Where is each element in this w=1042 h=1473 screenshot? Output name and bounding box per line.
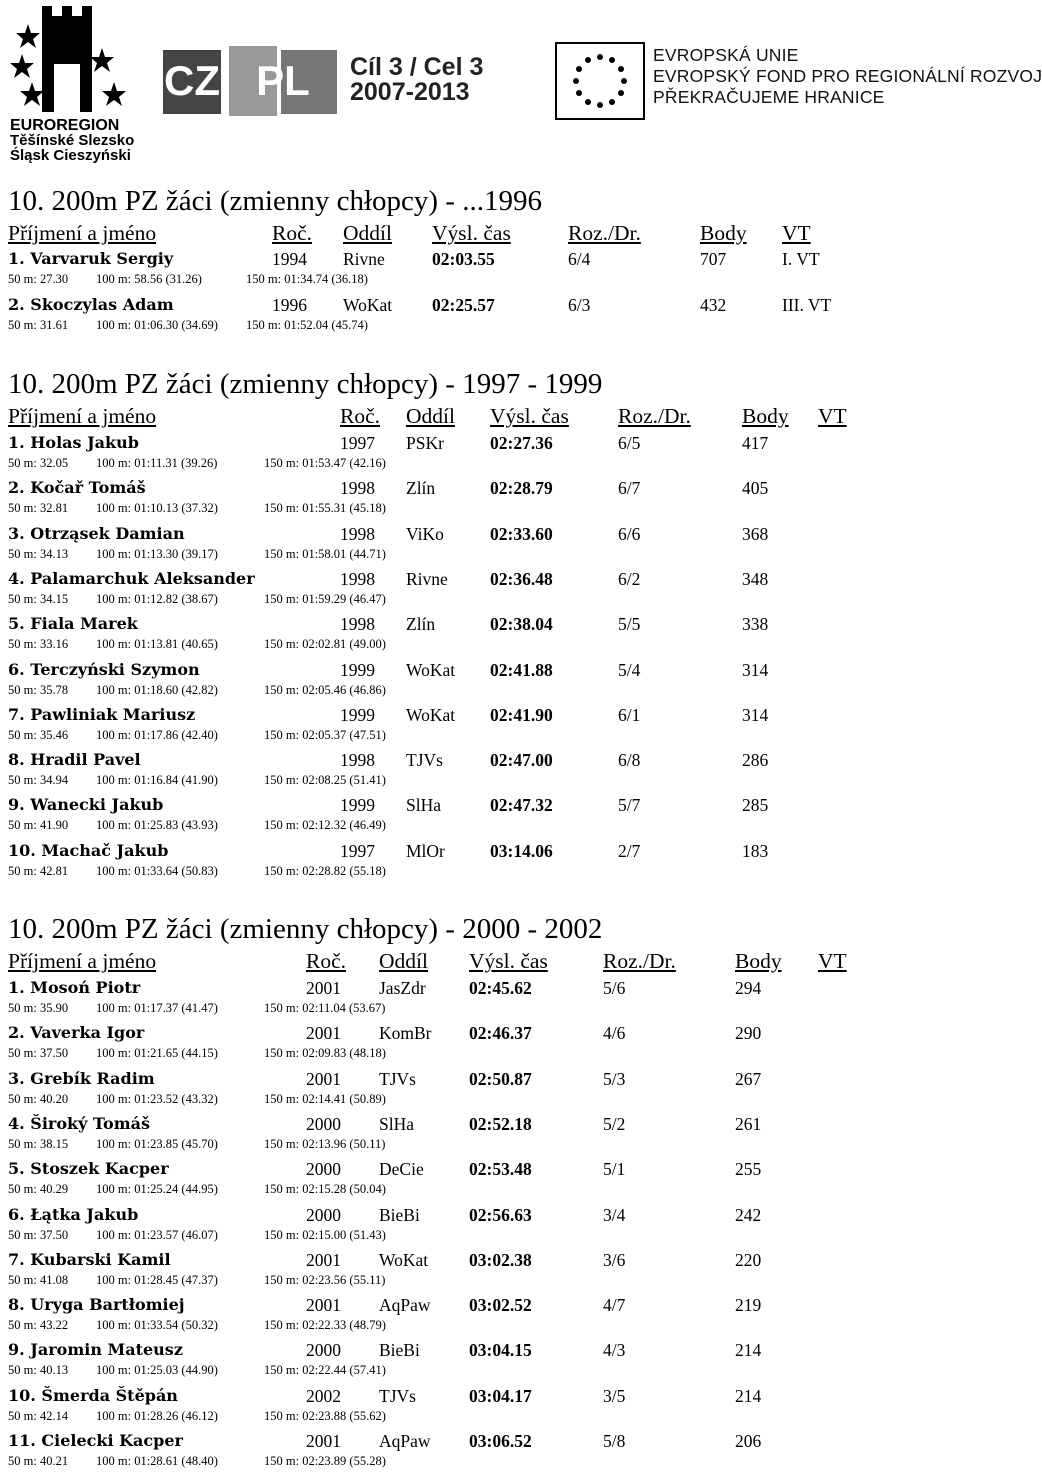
result-club: PSKr (406, 433, 444, 453)
result-points: 348 (742, 568, 769, 589)
result-time: 03:06.52 (469, 1431, 532, 1451)
result-points: 255 (735, 1159, 762, 1180)
result-heat: 3/4 (603, 1204, 626, 1225)
split-time-150m: 150 m: 02:15.00 (51.43) (264, 1227, 386, 1242)
result-club: WoKat (343, 295, 393, 315)
split-time-100m: 100 m: 01:33.64 (50.83) (96, 863, 218, 878)
result-year: 1997 (340, 840, 375, 861)
result-time: 02:52.18 (469, 1113, 532, 1134)
result-heat: 2/7 (618, 840, 641, 861)
split-time-50m: 50 m: 35.78 (8, 682, 69, 697)
result-points: 214 (735, 1385, 762, 1406)
result-time: 02:45.62 (469, 978, 532, 998)
result-year: 2001 (306, 1068, 341, 1089)
result-name: 6. Terczyński Szymon (8, 659, 200, 679)
result-club: SlHa (406, 795, 441, 816)
split-time-100m: 100 m: 01:23.52 (43.32) (96, 1091, 218, 1106)
result-time: 02:56.63 (469, 1204, 532, 1225)
split-time-100m: 100 m: 01:28.45 (47.37) (96, 1272, 218, 1287)
result-name: 11. Cielecki Kacper (8, 1431, 183, 1450)
split-time-150m: 150 m: 02:23.88 (55.62) (264, 1408, 386, 1423)
split-time-150m: 150 m: 02:15.28 (50.04) (264, 1182, 386, 1197)
cz-pl-logo (163, 46, 338, 116)
result-points: 267 (735, 1068, 762, 1089)
result-heat: 3/5 (603, 1385, 626, 1406)
result-points: 285 (742, 795, 769, 816)
result-heat: 5/4 (618, 659, 641, 680)
column-header-name: Příjmení a jméno (8, 404, 157, 428)
column-header-time: Výsl. čas (490, 404, 569, 428)
euroregion-tower-icon (10, 2, 140, 117)
eu-line-1: EVROPSKÁ UNIE (653, 45, 799, 65)
result-points: 219 (735, 1295, 762, 1316)
split-time-150m: 150 m: 02:22.44 (57.41) (264, 1363, 386, 1378)
result-name: 2. Vaverka Igor (8, 1023, 145, 1043)
split-time-50m: 50 m: 40.20 (8, 1091, 69, 1106)
result-name: 4. Široký Tomáš (8, 1113, 151, 1133)
euroregion-name: EUROREGION (10, 117, 120, 134)
split-time-150m: 150 m: 01:53.47 (42.16) (264, 456, 386, 470)
split-time-50m: 50 m: 40.13 (8, 1363, 69, 1378)
split-time-100m: 100 m: 01:25.24 (44.95) (96, 1182, 218, 1197)
split-time-50m: 50 m: 35.46 (8, 727, 69, 742)
result-club: AqPaw (379, 1431, 431, 1451)
split-time-150m: 150 m: 02:02.81 (49.00) (264, 637, 386, 652)
split-time-100m: 100 m: 01:11.31 (39.26) (96, 456, 218, 470)
split-time-100m: 100 m: 01:25.83 (43.93) (96, 818, 218, 833)
split-time-50m: 50 m: 41.08 (8, 1272, 69, 1287)
result-year: 2000 (306, 1113, 341, 1134)
result-points: 206 (735, 1431, 762, 1451)
split-time-50m: 50 m: 32.81 (8, 501, 69, 516)
result-time: 03:02.52 (469, 1295, 532, 1316)
result-name: 2. Skoczylas Adam (8, 295, 174, 314)
column-header-heat: Roz./Dr. (568, 221, 641, 245)
result-year: 1998 (340, 568, 375, 589)
column-header-name: Příjmení a jméno (8, 221, 157, 245)
result-points: 242 (735, 1204, 762, 1225)
column-header-points: Body (742, 404, 789, 428)
result-time: 02:41.88 (490, 659, 553, 680)
result-club: DeCie (379, 1159, 424, 1180)
split-time-100m: 100 m: 01:06.30 (34.69) (96, 318, 218, 332)
split-time-150m: 150 m: 01:34.74 (36.18) (246, 272, 368, 286)
split-time-100m: 100 m: 01:18.60 (42.82) (96, 682, 218, 697)
result-club: TJVs (379, 1385, 416, 1406)
result-points: 314 (742, 659, 769, 680)
program-label (350, 55, 483, 105)
split-time-150m: 150 m: 02:14.41 (50.89) (264, 1091, 386, 1106)
result-club: ViKo (406, 523, 444, 544)
split-time-50m: 50 m: 38.15 (8, 1136, 69, 1151)
result-year: 1994 (272, 249, 307, 269)
result-name: 3. Grebík Radim (8, 1068, 155, 1088)
result-name: 7. Kubarski Kamil (8, 1249, 171, 1269)
result-heat: 5/5 (618, 614, 641, 635)
split-time-50m: 50 m: 34.15 (8, 591, 69, 606)
result-year: 1998 (340, 478, 375, 499)
result-name: 7. Pawliniak Mariusz (8, 704, 196, 724)
column-header-name: Příjmení a jméno (8, 949, 157, 973)
column-header-year: Roč. (272, 221, 313, 245)
result-year: 2001 (306, 1249, 341, 1270)
euroregion-line-cz: Těšínské Slezsko (10, 132, 135, 149)
result-time: 03:14.06 (490, 840, 553, 861)
split-time-100m: 100 m: 01:17.86 (42.40) (96, 727, 218, 742)
result-heat: 4/3 (603, 1340, 626, 1361)
result-year: 1999 (340, 659, 375, 680)
split-time-100m: 100 m: 01:23.57 (46.07) (96, 1227, 218, 1242)
result-heat: 6/2 (618, 568, 641, 589)
split-time-150m: 150 m: 02:23.56 (55.11) (264, 1272, 386, 1287)
result-time: 02:36.48 (490, 568, 553, 589)
euroregion-logo (10, 2, 140, 164)
result-time: 02:25.57 (432, 295, 495, 315)
column-header-club: Oddíl (379, 949, 428, 973)
split-time-50m: 50 m: 42.81 (8, 863, 69, 878)
split-time-100m: 100 m: 01:21.65 (44.15) (96, 1046, 218, 1061)
result-time: 02:03.55 (432, 249, 495, 269)
result-name: 4. Palamarchuk Aleksander (8, 568, 255, 588)
split-time-150m: 150 m: 02:22.33 (48.79) (264, 1318, 386, 1333)
eu-stars-icon (555, 42, 645, 120)
split-time-50m: 50 m: 42.14 (8, 1408, 69, 1423)
split-time-150m: 150 m: 02:13.96 (50.11) (264, 1136, 386, 1151)
result-year: 1998 (340, 750, 375, 771)
split-time-50m: 50 m: 33.16 (8, 637, 69, 652)
result-club: JasZdr (379, 978, 426, 998)
result-club: WoKat (406, 704, 456, 725)
result-heat: 6/1 (618, 704, 641, 725)
result-time: 02:28.79 (490, 478, 553, 499)
result-club: KomBr (379, 1023, 432, 1044)
program-years: 2007-2013 (350, 78, 470, 106)
result-year: 2001 (306, 1295, 341, 1316)
result-points: 707 (700, 249, 727, 269)
result-club: Rivne (343, 249, 385, 269)
split-time-100m: 100 m: 01:13.30 (39.17) (96, 546, 218, 561)
result-year: 1999 (340, 704, 375, 725)
result-time: 02:47.00 (490, 750, 553, 771)
column-header-class: VT (818, 404, 847, 428)
split-time-100m: 100 m: 01:33.54 (50.32) (96, 1318, 218, 1333)
result-points: 314 (742, 704, 769, 725)
euroregion-line-pl: Śląsk Cieszyński (10, 147, 131, 164)
result-heat: 4/7 (603, 1295, 626, 1316)
result-heat: 6/4 (568, 249, 591, 269)
split-time-150m: 150 m: 02:05.46 (46.86) (264, 682, 386, 697)
column-header-year: Roč. (340, 404, 381, 428)
split-time-150m: 150 m: 02:28.82 (55.18) (264, 863, 386, 878)
result-club: WoKat (379, 1249, 429, 1270)
split-time-100m: 100 m: 01:10.13 (37.32) (96, 501, 218, 516)
column-header-heat: Roz./Dr. (618, 404, 691, 428)
split-time-50m: 50 m: 35.90 (8, 1001, 69, 1015)
result-heat: 4/6 (603, 1023, 626, 1044)
pl-label: PL (256, 57, 310, 104)
result-heat: 5/2 (603, 1113, 626, 1134)
result-club: SlHa (379, 1113, 414, 1134)
split-time-150m: 150 m: 02:11.04 (53.67) (264, 1001, 386, 1015)
result-club: BieBi (379, 1204, 420, 1225)
split-time-50m: 50 m: 41.90 (8, 818, 69, 833)
result-name: 10. Šmerda Štěpán (8, 1385, 178, 1405)
result-time: 03:04.15 (469, 1340, 532, 1361)
result-vt: III. VT (782, 295, 832, 315)
result-name: 5. Fiala Marek (8, 614, 138, 634)
result-year: 1998 (340, 614, 375, 635)
split-time-50m: 50 m: 27.30 (8, 272, 69, 286)
column-header-year: Roč. (306, 949, 347, 973)
result-points: 338 (742, 614, 769, 635)
result-year: 1999 (340, 795, 375, 816)
result-heat: 3/6 (603, 1249, 626, 1270)
result-heat: 5/8 (603, 1431, 626, 1451)
split-time-150m: 150 m: 02:05.37 (47.51) (264, 727, 386, 742)
result-points: 261 (735, 1113, 762, 1134)
result-points: 294 (735, 978, 762, 998)
column-header-club: Oddíl (406, 404, 455, 428)
result-points: 290 (735, 1023, 762, 1044)
result-points: 368 (742, 523, 769, 544)
result-time: 03:02.38 (469, 1249, 532, 1270)
split-time-50m: 50 m: 37.50 (8, 1046, 69, 1061)
result-name: 2. Kočař Tomáš (8, 478, 146, 498)
result-heat: 6/8 (618, 750, 641, 771)
column-header-points: Body (700, 221, 747, 245)
result-time: 02:33.60 (490, 523, 553, 544)
column-header-time: Výsl. čas (432, 221, 511, 245)
split-time-150m: 150 m: 01:59.29 (46.47) (264, 591, 386, 606)
result-name: 6. Łątka Jakub (8, 1204, 139, 1224)
split-time-100m: 100 m: 01:13.81 (40.65) (96, 637, 218, 652)
result-year: 2000 (306, 1159, 341, 1180)
result-vt: I. VT (782, 249, 820, 269)
result-name: 3. Otrząsek Damian (8, 523, 185, 543)
eu-flag (555, 42, 645, 120)
split-time-50m: 50 m: 31.61 (8, 318, 69, 332)
result-year: 2000 (306, 1204, 341, 1225)
result-points: 405 (742, 478, 769, 499)
column-header-club: Oddíl (343, 221, 392, 245)
split-time-150m: 150 m: 01:52.04 (45.74) (246, 318, 368, 332)
section-title: 10. 200m PZ žáci (zmienny chłopcy) - ...1996 (8, 185, 542, 217)
result-points: 417 (742, 433, 769, 453)
split-time-100m: 100 m: 01:17.37 (41.47) (96, 1001, 218, 1015)
result-name: 8. Uryga Bartłomiej (8, 1295, 185, 1315)
result-year: 1996 (272, 295, 307, 315)
split-time-150m: 150 m: 01:55.31 (45.18) (264, 501, 386, 516)
result-club: WoKat (406, 659, 456, 680)
result-time: 02:50.87 (469, 1068, 532, 1089)
eu-funding-text (653, 45, 1042, 108)
result-time: 02:27.36 (490, 433, 553, 453)
result-club: TJVs (406, 750, 443, 771)
split-time-100m: 100 m: 01:25.03 (44.90) (96, 1363, 218, 1378)
result-heat: 6/7 (618, 478, 641, 499)
result-name: 1. Mosoń Piotr (8, 978, 141, 997)
result-heat: 6/3 (568, 295, 591, 315)
split-time-50m: 50 m: 32.05 (8, 456, 69, 470)
split-time-100m: 100 m: 01:28.61 (48.40) (96, 1454, 218, 1468)
column-header-class: VT (782, 221, 811, 245)
column-header-time: Výsl. čas (469, 949, 548, 973)
result-year: 2001 (306, 978, 341, 998)
split-time-150m: 150 m: 02:12.32 (46.49) (264, 818, 386, 833)
result-name: 5. Stoszek Kacper (8, 1159, 169, 1179)
result-year: 2001 (306, 1431, 341, 1451)
result-name: 9. Wanecki Jakub (8, 795, 164, 815)
result-time: 02:41.90 (490, 704, 553, 725)
result-points: 214 (735, 1340, 762, 1361)
result-time: 02:38.04 (490, 614, 553, 635)
result-club: AqPaw (379, 1295, 431, 1316)
result-name: 8. Hradil Pavel (8, 750, 141, 770)
result-year: 1998 (340, 523, 375, 544)
split-time-50m: 50 m: 34.94 (8, 773, 69, 788)
split-time-100m: 100 m: 01:16.84 (41.90) (96, 773, 218, 788)
cz-label: CZ (164, 57, 220, 104)
result-name: 9. Jaromin Mateusz (8, 1340, 183, 1360)
result-club: Zlín (406, 614, 436, 635)
split-time-50m: 50 m: 40.29 (8, 1182, 69, 1197)
split-time-50m: 50 m: 40.21 (8, 1454, 69, 1468)
result-heat: 5/1 (603, 1159, 626, 1180)
result-points: 183 (742, 840, 769, 861)
result-heat: 5/6 (603, 978, 626, 998)
split-time-150m: 150 m: 01:58.01 (44.71) (264, 546, 386, 561)
split-time-50m: 50 m: 37.50 (8, 1227, 69, 1242)
section-title: 10. 200m PZ žáci (zmienny chłopcy) - 1997 - 1999 (8, 368, 603, 400)
result-heat: 5/3 (603, 1068, 626, 1089)
result-heat: 5/7 (618, 795, 641, 816)
result-points: 432 (700, 295, 727, 315)
eu-line-2: EVROPSKÝ FOND PRO REGIONÁLNÍ ROZVOJ (653, 66, 1042, 86)
result-year: 2000 (306, 1340, 341, 1361)
result-club: MlOr (406, 840, 445, 861)
result-time: 02:46.37 (469, 1023, 532, 1044)
eu-line-3: PŘEKRAČUJEME HRANICE (653, 87, 885, 107)
result-time: 02:47.32 (490, 795, 553, 816)
split-time-100m: 100 m: 01:12.82 (38.67) (96, 591, 218, 606)
split-time-50m: 50 m: 34.13 (8, 546, 69, 561)
column-header-class: VT (818, 949, 847, 973)
result-year: 2002 (306, 1385, 341, 1406)
split-time-150m: 150 m: 02:09.83 (48.18) (264, 1046, 386, 1061)
result-year: 2001 (306, 1023, 341, 1044)
result-points: 220 (735, 1249, 762, 1270)
result-club: Zlín (406, 478, 436, 499)
program-title: Cíl 3 / Cel 3 (350, 53, 484, 81)
result-time: 03:04.17 (469, 1385, 532, 1406)
result-name: 1. Holas Jakub (8, 433, 139, 452)
column-header-points: Body (735, 949, 782, 973)
result-heat: 6/5 (618, 433, 641, 453)
result-time: 02:53.48 (469, 1159, 532, 1180)
result-club: BieBi (379, 1340, 420, 1361)
result-year: 1997 (340, 433, 375, 453)
split-time-100m: 100 m: 01:23.85 (45.70) (96, 1136, 218, 1151)
split-time-50m: 50 m: 43.22 (8, 1318, 69, 1333)
result-points: 286 (742, 750, 769, 771)
result-club: TJVs (379, 1068, 416, 1089)
result-heat: 6/6 (618, 523, 641, 544)
split-time-100m: 100 m: 01:28.26 (46.12) (96, 1408, 218, 1423)
result-name: 10. Machač Jakub (8, 840, 169, 860)
result-name: 1. Varvaruk Sergiy (8, 249, 174, 268)
column-header-heat: Roz./Dr. (603, 949, 676, 973)
split-time-150m: 150 m: 02:23.89 (55.28) (264, 1454, 386, 1468)
page-header (0, 0, 1042, 168)
section-title: 10. 200m PZ žáci (zmienny chłopcy) - 2000 - 2002 (8, 913, 603, 945)
split-time-150m: 150 m: 02:08.25 (51.41) (264, 773, 386, 788)
split-time-100m: 100 m: 58.56 (31.26) (96, 272, 202, 286)
result-club: Rivne (406, 568, 448, 589)
